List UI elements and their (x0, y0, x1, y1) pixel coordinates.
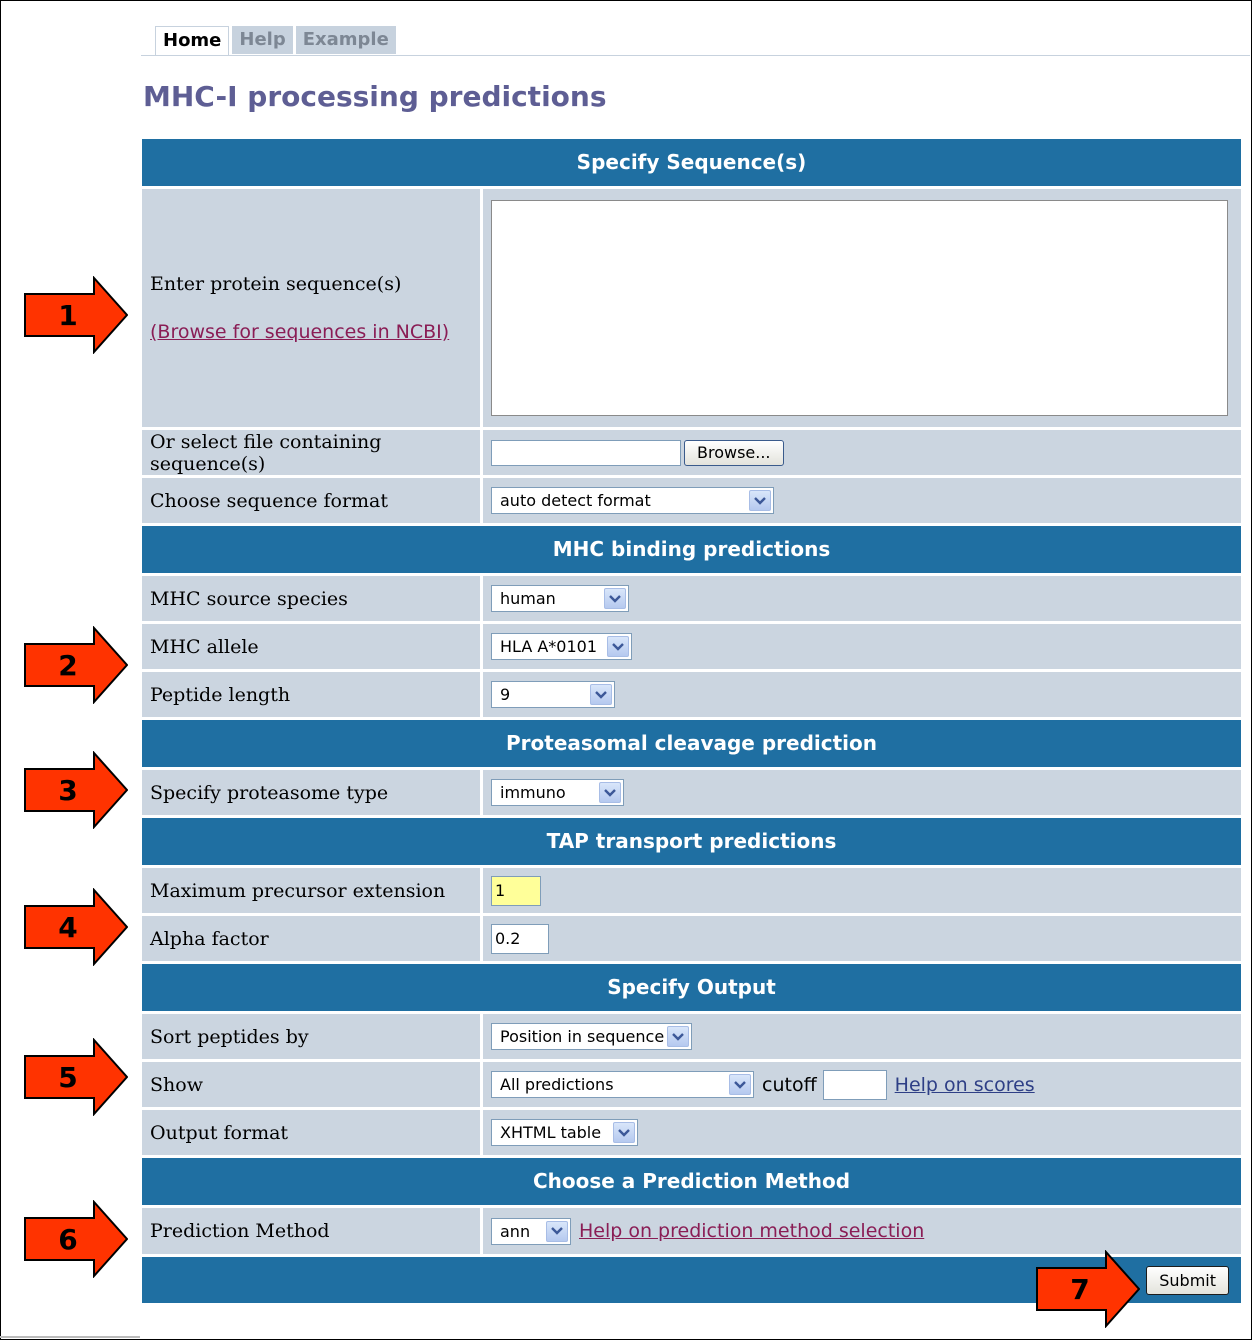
callout-number: 3 (58, 773, 78, 807)
show-value: All predictions (500, 1075, 614, 1094)
prediction-form (142, 139, 1241, 1303)
callout-arrow-3 (24, 751, 128, 829)
proteasome-cell (483, 770, 1241, 815)
sequence-input-cell (483, 189, 1241, 427)
sort-select[interactable] (491, 1023, 692, 1050)
peptide-length-label: Peptide length (142, 672, 480, 717)
alpha-cell (483, 916, 1241, 961)
file-path-input[interactable] (491, 440, 681, 466)
row-output-format (142, 1110, 1241, 1155)
callout-number: 2 (58, 648, 78, 682)
sort-cell (483, 1014, 1241, 1059)
tab-bar (155, 26, 396, 56)
alpha-label: Alpha factor (142, 916, 480, 961)
help-method-link[interactable]: Help on prediction method selection (579, 1220, 925, 1242)
show-label: Show (142, 1062, 480, 1107)
tab-help[interactable]: Help (232, 26, 292, 54)
file-label: Or select file containing sequence(s) (142, 430, 480, 475)
sequence-entry-label: Enter protein sequence(s) (150, 273, 402, 295)
sequence-format-label: Choose sequence format (142, 478, 480, 523)
peptide-length-select[interactable] (491, 681, 615, 708)
chevron-down-icon (729, 1074, 751, 1095)
proteasome-select[interactable] (491, 779, 624, 806)
chevron-down-icon (607, 636, 629, 657)
allele-cell (483, 624, 1241, 669)
proteasome-value: immuno (500, 783, 566, 802)
browse-button[interactable]: Browse... (684, 440, 784, 466)
alpha-input[interactable]: 0.2 (491, 924, 549, 954)
row-method (142, 1208, 1241, 1254)
callout-arrow-6 (24, 1200, 128, 1278)
section-header-output: Specify Output (142, 964, 1241, 1011)
callout-arrow-5 (24, 1038, 128, 1116)
sequence-label-cell (142, 189, 480, 427)
row-sequence-format (142, 478, 1241, 523)
method-cell (483, 1208, 1241, 1254)
method-value: ann (500, 1221, 531, 1241)
callout-number: 4 (58, 910, 78, 944)
method-label: Prediction Method (142, 1208, 480, 1254)
cutoff-input[interactable] (823, 1070, 887, 1100)
chevron-down-icon (667, 1026, 689, 1047)
ncbi-browse-link[interactable]: (Browse for sequences in NCBI) (150, 321, 450, 343)
tab-example[interactable]: Example (296, 26, 396, 54)
row-alpha-factor (142, 916, 1241, 961)
chevron-down-icon (590, 684, 612, 705)
peptide-length-cell (483, 672, 1241, 717)
tab-underline (141, 55, 1250, 56)
peptide-length-value: 9 (500, 685, 511, 704)
row-allele (142, 624, 1241, 669)
tab-home[interactable]: Home (155, 26, 229, 56)
section-header-binding: MHC binding predictions (142, 526, 1241, 573)
chevron-down-icon (546, 1221, 568, 1242)
allele-label: MHC allele (142, 624, 480, 669)
callout-arrow-7 (1036, 1250, 1140, 1328)
allele-select[interactable] (491, 633, 632, 660)
callout-arrow-1 (24, 276, 128, 354)
sequence-format-select[interactable] (491, 487, 774, 514)
section-header-method: Choose a Prediction Method (142, 1158, 1241, 1205)
output-format-value: XHTML table (500, 1123, 602, 1142)
output-format-label: Output format (142, 1110, 480, 1155)
row-show (142, 1062, 1241, 1107)
row-precursor-extension (142, 868, 1241, 913)
sequence-format-cell (483, 478, 1241, 523)
extension-label: Maximum precursor extension (142, 868, 480, 913)
method-select[interactable] (491, 1218, 571, 1245)
row-species (142, 576, 1241, 621)
sequence-textarea[interactable] (491, 200, 1228, 416)
row-proteasome (142, 770, 1241, 815)
show-select[interactable] (491, 1071, 754, 1098)
page-title: MHC-I processing predictions (143, 80, 607, 113)
section-header-sequence: Specify Sequence(s) (142, 139, 1241, 186)
divider (0, 1336, 140, 1338)
output-format-select[interactable] (491, 1119, 638, 1146)
callout-number: 5 (58, 1060, 78, 1094)
chevron-down-icon (604, 588, 626, 609)
callout-number: 7 (1070, 1272, 1090, 1306)
row-sequence-entry (142, 189, 1241, 427)
help-on-scores-link[interactable]: Help on scores (894, 1073, 1035, 1096)
sort-value: Position in sequence (500, 1027, 665, 1046)
file-input-cell (483, 430, 1241, 475)
section-header-tap: TAP transport predictions (142, 818, 1241, 865)
sort-label: Sort peptides by (142, 1014, 480, 1059)
allele-value: HLA A*0101 (500, 637, 598, 656)
extension-cell (483, 868, 1241, 913)
callout-number: 6 (58, 1222, 78, 1256)
row-peptide-length (142, 672, 1241, 717)
chevron-down-icon (749, 490, 771, 511)
species-cell (483, 576, 1241, 621)
cutoff-label: cutoff (762, 1073, 817, 1096)
output-format-cell (483, 1110, 1241, 1155)
callout-arrow-2 (24, 626, 128, 704)
callout-arrow-4 (24, 888, 128, 966)
species-select[interactable] (491, 585, 629, 612)
chevron-down-icon (613, 1122, 635, 1143)
sequence-format-value: auto detect format (500, 491, 651, 510)
show-cell (483, 1062, 1241, 1107)
chevron-down-icon (599, 782, 621, 803)
row-file (142, 430, 1241, 475)
section-header-proteasome: Proteasomal cleavage prediction (142, 720, 1241, 767)
proteasome-label: Specify proteasome type (142, 770, 480, 815)
callout-number: 1 (58, 298, 78, 332)
row-sort (142, 1014, 1241, 1059)
extension-input[interactable]: 1 (491, 876, 541, 906)
species-label: MHC source species (142, 576, 480, 621)
species-value: human (500, 589, 556, 608)
submit-button[interactable]: Submit (1146, 1266, 1229, 1295)
